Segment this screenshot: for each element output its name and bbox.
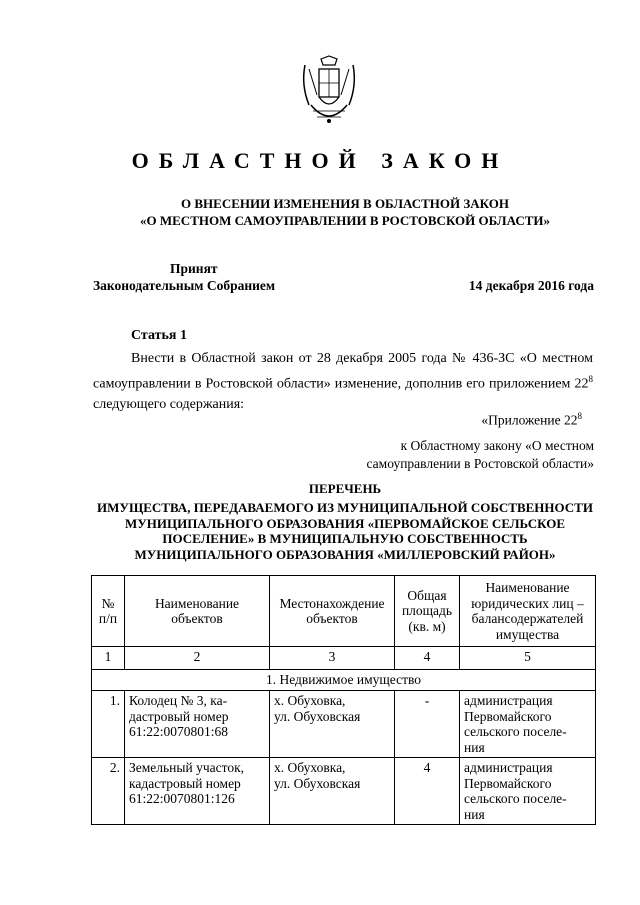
- row-location: х. Обуховка, ул. Обуховская: [270, 691, 395, 758]
- article-heading: Статья 1: [131, 328, 187, 343]
- section-row: [92, 670, 596, 691]
- list-title: ПЕРЕЧЕНЬ: [308, 481, 382, 496]
- list-subtitle-line: МУНИЦИПАЛЬНОГО ОБРАЗОВАНИЯ «ПЕРВОМАЙСКОЕ СЕЛЬСКОЕ: [124, 515, 566, 531]
- superscript: 8: [577, 411, 582, 421]
- row-name: Земельный участок, кадастровый номер 61:22:0070801:126: [125, 758, 270, 825]
- row-area: 4: [395, 758, 460, 825]
- column-number-row: [92, 647, 596, 670]
- column-number: 1: [92, 647, 125, 670]
- subtitle-line: О ВНЕСЕНИИ ИЗМЕНЕНИЯ В ОБЛАСТНОЙ ЗАКОН: [181, 196, 509, 211]
- table-row: [92, 758, 596, 825]
- list-subtitle-line: ИМУЩЕСТВА, ПЕРЕДАВАЕМОГО ИЗ МУНИЦИПАЛЬНОЙ СОБСТВЕННОСТИ: [97, 500, 593, 515]
- list-subtitle-line: ПОСЕЛЕНИЕ» В МУНИЦИПАЛЬНУЮ СОБСТВЕННОСТЬ: [162, 531, 528, 546]
- appendix-line: «Приложение 22: [481, 412, 578, 428]
- appendix-line: самоуправлении в Ростовской области»: [366, 455, 594, 471]
- article-body: [93, 349, 593, 415]
- appendix-line: к Областному закону «О местном: [400, 437, 594, 453]
- column-number: 4: [395, 647, 460, 670]
- article-text: Внести в Областной закон от 28 декабря 2005 года № 436-ЗС «О местном самоуправлении в Ростовской области» изменение, дополнив его приложением 22: [93, 351, 593, 392]
- row-holder: администрация Первомайского сельского поселе- ния: [460, 758, 596, 825]
- section-title: 1. Недвижимое имущество: [92, 670, 596, 691]
- subtitle-line: «О МЕСТНОМ САМОУПРАВЛЕНИИ В РОСТОВСКОЙ ОБЛАСТИ»: [140, 213, 550, 228]
- header-cell-area: Общая площадь (кв. м): [395, 576, 460, 647]
- column-number: 5: [460, 647, 596, 670]
- header-cell-holder: Наименование юридических лиц – балансодержателей имущества: [460, 576, 596, 647]
- table-row: [92, 691, 596, 758]
- document-subtitle: [0, 195, 640, 229]
- list-subtitle: [0, 500, 640, 562]
- adoption-date: 14 декабря 2016 года: [468, 278, 594, 293]
- row-area: -: [395, 691, 460, 758]
- appendix-reference: [354, 407, 594, 473]
- superscript: 8: [588, 374, 593, 384]
- table-header-row: [92, 576, 596, 647]
- adopting-body: Законодательным Собранием: [93, 278, 276, 293]
- document-title: ОБЛАСТНОЙ ЗАКОН: [131, 148, 509, 173]
- row-name: Колодец № 3, ка- дастровый номер 61:22:0070801:68: [125, 691, 270, 758]
- row-number: 1.: [92, 691, 125, 758]
- header-cell-name: Наименование объектов: [125, 576, 270, 647]
- list-subtitle-line: МУНИЦИПАЛЬНОГО ОБРАЗОВАНИЯ «МИЛЛЕРОВСКИЙ РАЙОН»: [134, 546, 556, 562]
- adopted-label: Принят: [170, 261, 218, 276]
- row-location: х. Обуховка, ул. Обуховская: [270, 758, 395, 825]
- coat-of-arms-emblem: [299, 55, 359, 127]
- header-cell-location: Местонахождение объектов: [270, 576, 395, 647]
- row-holder: администрация Первомайского сельского поселе- ния: [460, 691, 596, 758]
- column-number: 3: [270, 647, 395, 670]
- header-cell-number: № п/п: [92, 576, 125, 647]
- row-number: 2.: [92, 758, 125, 825]
- column-number: 2: [125, 647, 270, 670]
- property-table: [91, 575, 596, 825]
- article-text-end: следующего содержания:: [93, 396, 245, 412]
